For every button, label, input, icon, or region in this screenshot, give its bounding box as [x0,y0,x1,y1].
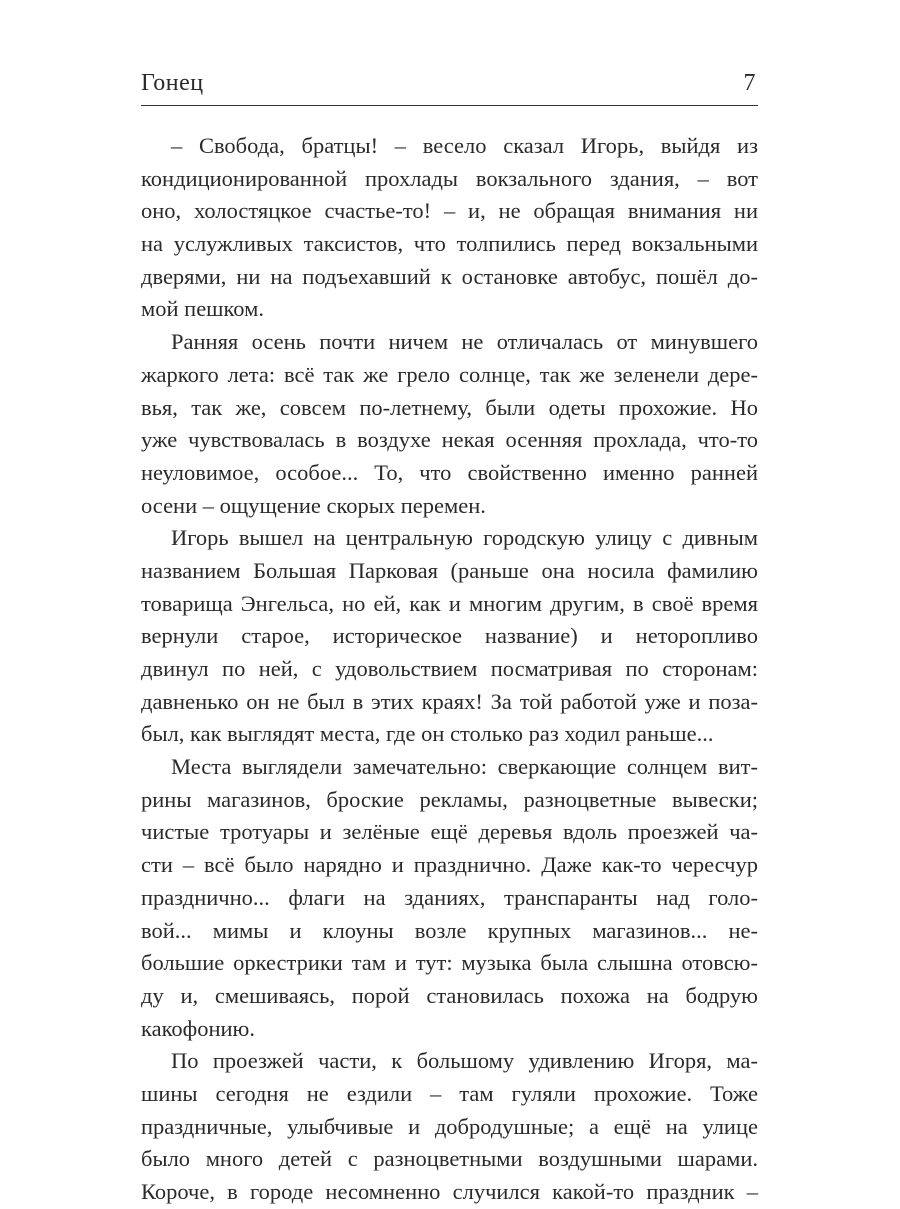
text-line: оно, холостяцкое счастье-то! – и, не обращая внимания ни [141,198,758,224]
text-line: большие оркестрики там и тут: музыка была слышна отовсю- [141,950,758,976]
chapter-title: Гонец [141,70,204,96]
paragraph [141,522,758,751]
text-line: празднично... флаги на зданиях, транспаранты над голо- [141,884,758,910]
text-line: Короче, в городе несомненно случился какой-то праздник – [141,1179,758,1204]
text-line: на услужливых таксистов, что толпились перед вокзальными [141,231,758,257]
text-line: шины сегодня не ездили – там гуляли прохожие. Тоже [141,1080,758,1106]
text-line: товарища Энгельса, но ей, как и многим другим, в своё время [141,590,758,616]
running-header [141,68,758,98]
text-line: Места выглядели замечательно: сверкающие солнцем вит- [171,754,758,780]
text-line: чистые тротуары и зелёные ещё деревья вдоль проезжей ча- [141,819,758,845]
text-line: кондиционированной прохлады вокзального здания, – вот [141,165,758,191]
text-line: Игорь вышел на центральную городскую улицу с дивным [171,525,758,551]
paragraph [141,751,758,1045]
text-line: сти – всё было нарядно и празднично. Даже как-то чересчур [141,852,758,878]
text-line: жаркого лета: всё так же грело солнце, так же зеленели дере- [141,361,758,387]
text-line: По проезжей части, к большому удивлению Игоря, ма- [171,1048,758,1074]
text-line: ду и, смешиваясь, порой становилась похожа на бодрую [141,982,758,1008]
body-text [141,130,758,1209]
text-line: вья, так же, совсем по-летнему, были одеты прохожие. Но [141,394,758,420]
text-line: был, как выглядят места, где он столько раз ходил раньше... [141,721,714,747]
text-line: вой... мимы и клоуны возле крупных магазинов... не- [141,917,758,943]
text-line: осени – ощущение скорых перемен. [141,492,486,518]
page-number: 7 [743,70,756,96]
text-line: давненько он не был в этих краях! За той работой уже и поза- [141,688,758,714]
text-line: мой пешком. [141,296,264,322]
text-line: – Свобода, братцы! – весело сказал Игорь, выйдя из [171,133,758,158]
text-line: уже чувствовалась в воздухе некая осенняя прохлада, что-то [141,427,758,453]
text-line: рины магазинов, броские рекламы, разноцветные вывески; [141,786,758,812]
paragraph [141,1045,758,1208]
text-line: названием Большая Парковая (раньше она носила фамилию [141,557,758,583]
text-line: было много детей с разноцветными воздушными шарами. [141,1146,758,1172]
text-line: Ранняя осень почти ничем не отличалась от минувшего [171,329,758,355]
header-rule [141,105,758,106]
text-line: неуловимое, особое... То, что свойственно именно ранней [141,459,758,485]
text-line: дверями, ни на подъехавший к остановке автобус, пошёл до- [141,263,758,289]
text-line: праздничные, улыбчивые и добродушные; а ещё на улице [141,1113,758,1139]
paragraph [141,326,758,522]
text-line: какофонию. [141,1015,255,1041]
paragraph [141,130,758,326]
text-line: вернули старое, историческое название) и неторопливо [141,623,758,649]
text-line: двинул по ней, с удовольствием посматривая по сторонам: [141,656,758,681]
